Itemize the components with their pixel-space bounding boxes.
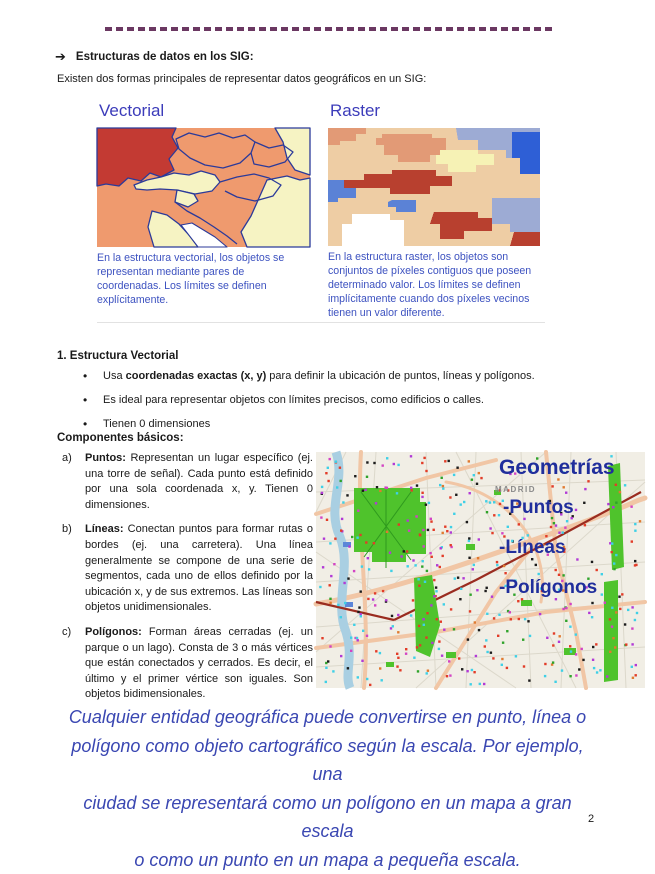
component-letter: c)	[62, 625, 85, 703]
figure-raster-caption: En la estructura raster, los objetos son conjuntos de píxeles contiguos que poseen determinado valor. Los límites se definen implícitamente cuando dos píxeles vecinos tienen un valor diferente.	[328, 251, 540, 321]
figure-row-edge	[97, 322, 545, 323]
figure-raster-title: Raster	[330, 101, 541, 121]
quote-line: o como un punto en un mapa a pequeña escala.	[55, 846, 600, 874]
map-label-poligonos: -Polígonos	[499, 577, 597, 599]
quote-line: Cualquier entidad geográfica puede convertirse en punto, línea o	[55, 703, 600, 732]
bullet-item	[83, 418, 563, 430]
section1-title: 1. Estructura Vectorial	[57, 350, 178, 362]
bullet-text: para definir la ubicación de puntos, líneas y polígonos.	[266, 370, 534, 382]
components-list	[62, 451, 313, 712]
arrow-icon: ➔	[55, 49, 66, 65]
quote-line: ciudad se representará como un polígono en un mapa a gran escala	[55, 789, 600, 846]
bullet-bold-text: coordenadas exactas (x, y)	[126, 370, 267, 382]
map-label-madrid: MADRID	[495, 485, 536, 494]
map-label-geometrias: Geometrías	[499, 456, 615, 480]
bullet-text: Tienen 0 dimensiones	[103, 418, 210, 430]
figure-vectorial-caption: En la estructura vectorial, los objetos se representan mediante pares de coordenadas. Los límites se definen explícitamente.	[97, 252, 309, 308]
component-letter: a)	[62, 451, 85, 513]
bullet-item	[83, 370, 563, 382]
closing-quote	[55, 703, 600, 874]
component-letter: b)	[62, 522, 85, 616]
component-item-puntos	[62, 451, 313, 513]
figure-vectorial	[97, 101, 310, 308]
raster-map-image	[328, 128, 540, 246]
bullet-text: Usa	[103, 370, 126, 382]
component-text	[85, 451, 313, 513]
section-heading	[55, 49, 254, 65]
figure-vectorial-title: Vectorial	[99, 101, 310, 121]
component-term: Líneas:	[85, 523, 124, 535]
map-label-puntos: -Puntos	[503, 497, 574, 519]
figure-madrid-map	[316, 452, 645, 688]
component-item-lineas	[62, 522, 313, 616]
component-text	[85, 625, 313, 703]
intro-paragraph: Existen dos formas principales de representar datos geográficos en un SIG:	[57, 73, 426, 85]
quote-line: polígono como objeto cartográfico según la escala. Por ejemplo, una	[55, 732, 600, 789]
component-term: Puntos:	[85, 452, 126, 464]
component-body: Representan un lugar específico (ej. una torre de señal). Cada punto está definido por una sola coordenada x, y. Tienen 0 dimensiones.	[85, 452, 313, 511]
components-heading: Componentes básicos:	[57, 432, 184, 444]
component-body: Conectan puntos para formar rutas o bordes (ej. una carretera). Una línea generalmente se compone de una serie de segmentos, cada uno de ellos definido por la ubicación x, y de sus extremos. Las líneas son objetos unidimensionales.	[85, 523, 313, 613]
bullet-item	[83, 394, 563, 406]
vectorial-map-image	[97, 128, 310, 247]
madrid-map-image	[316, 452, 645, 688]
dashed-divider	[105, 27, 552, 31]
page-number: 2	[588, 813, 594, 825]
component-term: Polígonos:	[85, 626, 142, 638]
figure-raster	[328, 101, 541, 321]
bullet-text: Es ideal para representar objetos con límites precisos, como edificios o calles.	[103, 394, 484, 406]
component-body: Forman áreas cerradas (ej. un parque o un lago). Consta de 3 o más vértices que están conectados y cerrados. Es decir, el último y el primer vértice son iguales. Son objetos bidimensionales.	[85, 626, 313, 700]
component-item-poligonos	[62, 625, 313, 703]
map-label-lineas: -Líneas	[499, 537, 566, 559]
component-text	[85, 522, 313, 616]
section-heading-text: Estructuras de datos en los SIG:	[76, 51, 254, 63]
